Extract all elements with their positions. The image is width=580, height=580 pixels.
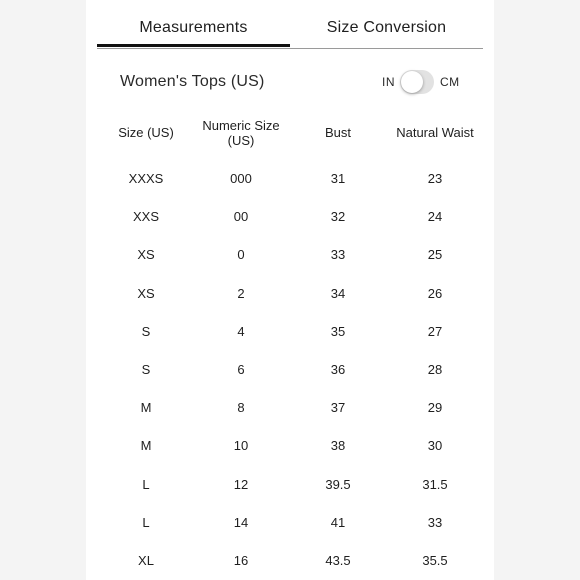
cell-bust: 38 bbox=[330, 438, 346, 453]
tab-measurements[interactable]: Measurements bbox=[139, 19, 248, 36]
header-numeric-line2: (US) bbox=[227, 133, 255, 148]
cell-natural-waist: 33 bbox=[427, 515, 443, 530]
cell-size: M bbox=[140, 438, 152, 453]
cell-size: L bbox=[142, 477, 150, 492]
cell-size: M bbox=[140, 400, 152, 415]
cell-natural-waist: 35.5 bbox=[422, 553, 448, 568]
header-bust: Bust bbox=[324, 125, 351, 140]
cell-numeric-size: 6 bbox=[237, 362, 245, 377]
cell-numeric-size: 10 bbox=[233, 438, 249, 453]
cell-bust: 34 bbox=[330, 286, 346, 301]
cell-size: S bbox=[141, 324, 151, 339]
header-size: Size (US) bbox=[118, 125, 174, 140]
cell-size: XS bbox=[137, 247, 155, 262]
cell-bust: 36 bbox=[330, 362, 346, 377]
cell-bust: 39.5 bbox=[325, 477, 351, 492]
cell-bust: 41 bbox=[330, 515, 346, 530]
cell-size: XXS bbox=[132, 209, 159, 224]
cell-size: XS bbox=[137, 286, 155, 301]
cell-numeric-size: 0 bbox=[237, 247, 245, 262]
cell-natural-waist: 26 bbox=[427, 286, 443, 301]
unit-label-cm: CM bbox=[440, 75, 460, 89]
tab-bar bbox=[97, 0, 483, 49]
cell-natural-waist: 27 bbox=[427, 324, 443, 339]
cell-natural-waist: 29 bbox=[427, 400, 443, 415]
cell-bust: 31 bbox=[330, 171, 346, 186]
cell-bust: 43.5 bbox=[325, 553, 351, 568]
cell-natural-waist: 30 bbox=[427, 438, 443, 453]
switch-knob[interactable] bbox=[401, 71, 423, 93]
cell-bust: 35 bbox=[330, 324, 346, 339]
cell-numeric-size: 2 bbox=[237, 286, 245, 301]
cell-natural-waist: 23 bbox=[427, 171, 443, 186]
cell-numeric-size: 00 bbox=[233, 209, 249, 224]
cell-natural-waist: 31.5 bbox=[422, 477, 448, 492]
cell-size: S bbox=[141, 362, 151, 377]
header-numeric-line1: Numeric Size bbox=[202, 118, 280, 133]
cell-size: XL bbox=[138, 553, 154, 568]
tab-size-conversion[interactable]: Size Conversion bbox=[326, 19, 447, 36]
cell-bust: 37 bbox=[330, 400, 346, 415]
cell-size: L bbox=[142, 515, 150, 530]
cell-size: XXXS bbox=[128, 171, 164, 186]
cell-natural-waist: 24 bbox=[427, 209, 443, 224]
unit-switch[interactable] bbox=[400, 70, 434, 94]
active-tab-indicator bbox=[97, 44, 290, 47]
cell-natural-waist: 28 bbox=[427, 362, 443, 377]
cell-numeric-size: 14 bbox=[233, 515, 249, 530]
section-title: Women's Tops (US) bbox=[120, 73, 265, 90]
cell-numeric-size: 16 bbox=[233, 553, 249, 568]
header-natural-waist: Natural Waist bbox=[396, 125, 474, 140]
unit-label-in: IN bbox=[382, 75, 395, 89]
cell-natural-waist: 25 bbox=[427, 247, 443, 262]
cell-numeric-size: 12 bbox=[233, 477, 249, 492]
cell-numeric-size: 4 bbox=[237, 324, 245, 339]
cell-numeric-size: 000 bbox=[230, 171, 252, 186]
cell-bust: 32 bbox=[330, 209, 346, 224]
header-numeric-size bbox=[190, 118, 292, 148]
cell-bust: 33 bbox=[330, 247, 346, 262]
size-chart-panel bbox=[86, 0, 494, 580]
cell-numeric-size: 8 bbox=[237, 400, 245, 415]
